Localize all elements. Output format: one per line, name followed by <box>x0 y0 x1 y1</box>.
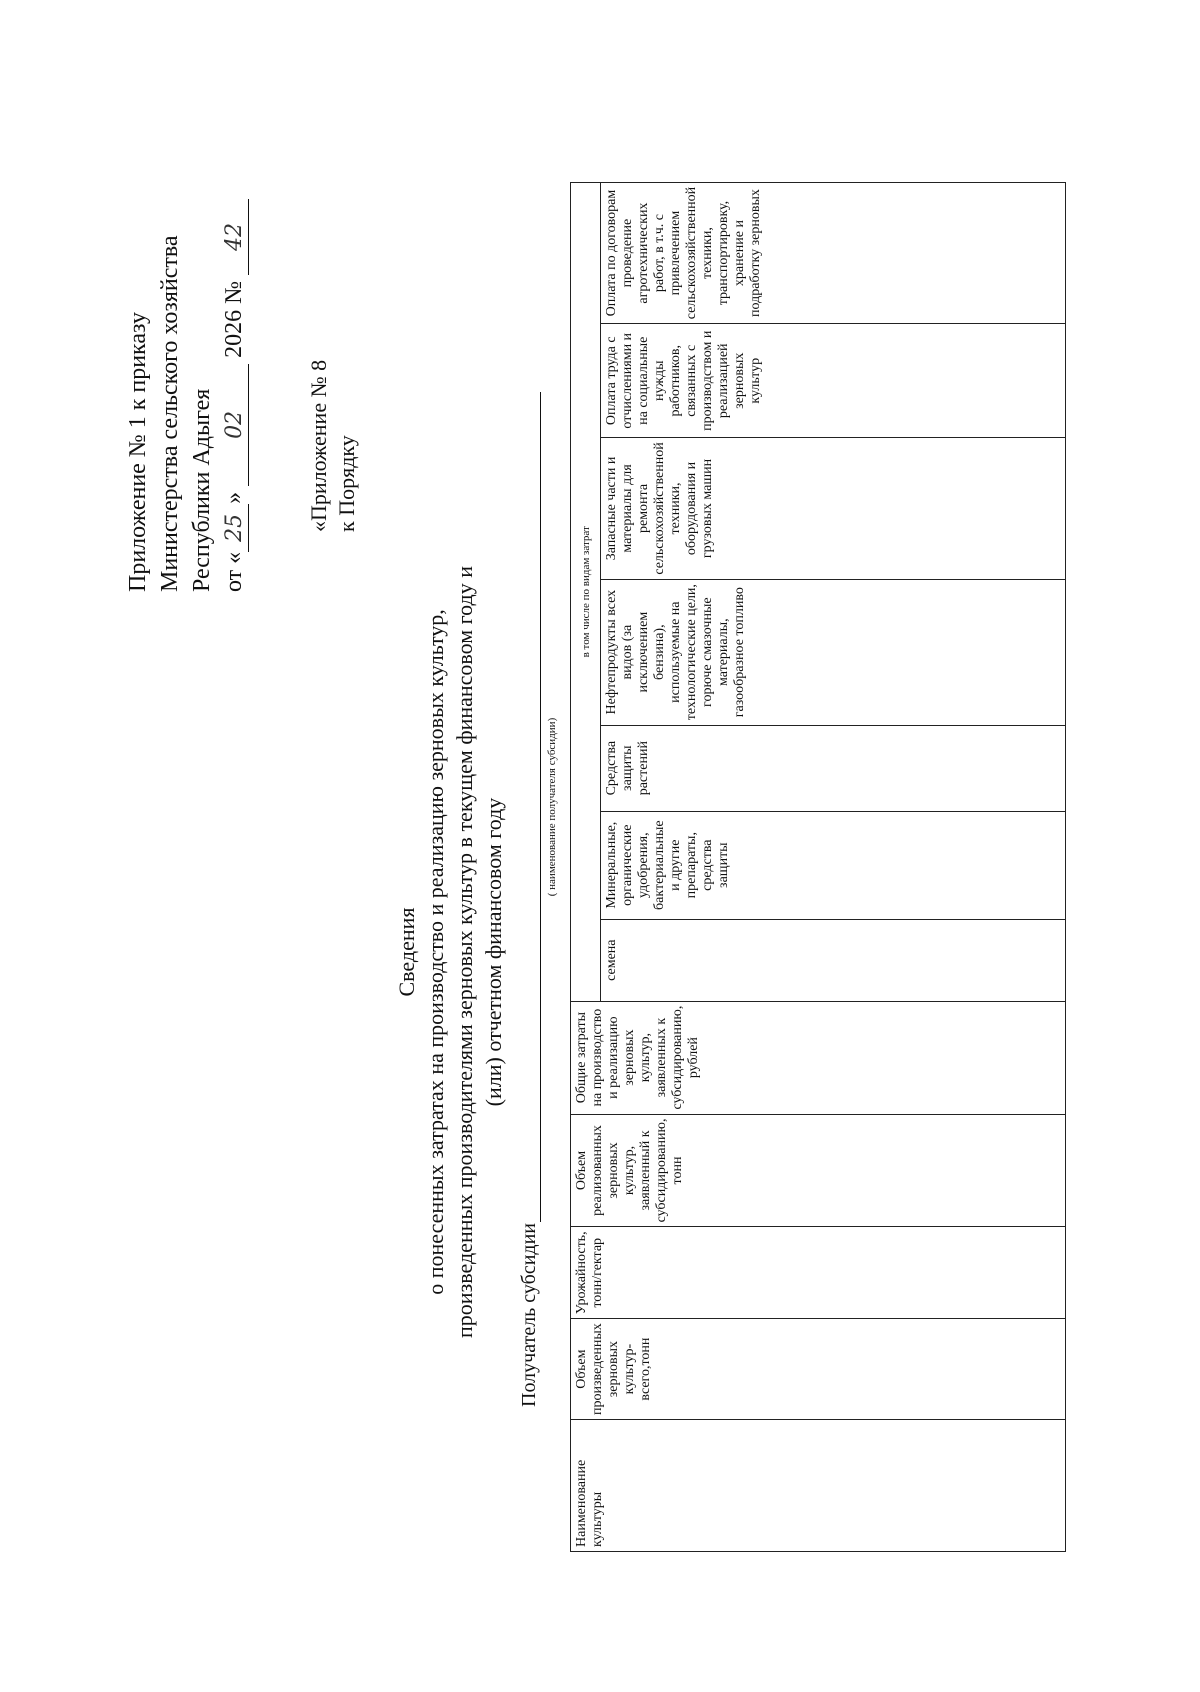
appendix-reference <box>305 360 361 532</box>
recipient-label: Получатель субсидии <box>518 1223 540 1407</box>
costs-table <box>570 182 1066 1552</box>
subcol-fertilizers: Минеральные, органические удобрения, бактериальные и другие препараты, средства защиты <box>601 811 1066 919</box>
group-header-cost-types: в том числе по видам затрат <box>571 182 601 1001</box>
title-line-2: о понесенных затратах на производство и реализацию зерновых культур, <box>423 609 448 1295</box>
col-sold-volume: Объем реализованных зерновых культур, заявленный к субсидированию, тонн <box>571 1114 1066 1227</box>
col-yield: Урожайность, тонн/гектар <box>571 1227 1066 1319</box>
title-line-1: Сведения <box>394 907 419 997</box>
subcol-contract-services: Оплата по договорам проведение агротехнических работ, в т.ч. с привлечением сельскохозяйственной техники, транспортировку, хранение и подработку зерновых <box>601 182 1066 323</box>
date-year-number-label: 2026 № <box>221 280 247 358</box>
header-line-2: Министерства сельского хозяйства <box>157 235 183 592</box>
subcol-labor: Оплата труда с отчислениями и на социальные нужды работников, связанных с производством и реализацией зерновых культур <box>601 324 1066 438</box>
title-line-3: произведенных производителями зерновых культур в текущем финансовом году и <box>452 566 477 1338</box>
col-total-costs: Общие затраты на производство и реализацию зерновых культур, заявленных к субсидированию, рублей <box>571 1001 1066 1114</box>
document-title <box>392 352 508 1552</box>
recipient-underline <box>540 392 541 1222</box>
order-appendix-header <box>122 199 250 592</box>
header-line-3: Республики Адыгея <box>189 388 215 592</box>
title-line-4: (или) отчетном финансовом году <box>481 797 506 1107</box>
header-line-1: Приложение № 1 к приказу <box>125 312 151 592</box>
date-month-handwritten: 02 <box>222 364 249 486</box>
date-day-handwritten: 25 <box>222 504 249 552</box>
order-number-handwritten: 42 <box>222 199 249 275</box>
col-produced-volume: Объем произведенных зерновых культур-всего,тонн <box>571 1319 1066 1420</box>
recipient-hint: ( наименование получателя субсидии) <box>546 717 558 897</box>
subcol-spare-parts: Запасные части и материалы для ремонта сельскохозяйственной техники, оборудования и грузовых машин <box>601 438 1066 579</box>
appendix-ref-line-1: «Приложение № 8 <box>306 359 331 532</box>
subcol-seeds: семена <box>601 919 1066 1001</box>
header-date-line <box>218 199 250 592</box>
col-crop-name: Наименование культуры <box>571 1420 1066 1552</box>
appendix-ref-line-2: к Порядку <box>334 435 359 532</box>
subcol-fuel-lubricants: Нефтепродукты всех видов (за исключением бензина), используемые на технологические цели, горюче смазочные материалы, газообразное топливо <box>601 579 1066 725</box>
date-separator: » <box>221 491 247 504</box>
date-prefix: от « <box>221 551 247 592</box>
subcol-plant-protection: Средства защиты растений <box>601 725 1066 811</box>
